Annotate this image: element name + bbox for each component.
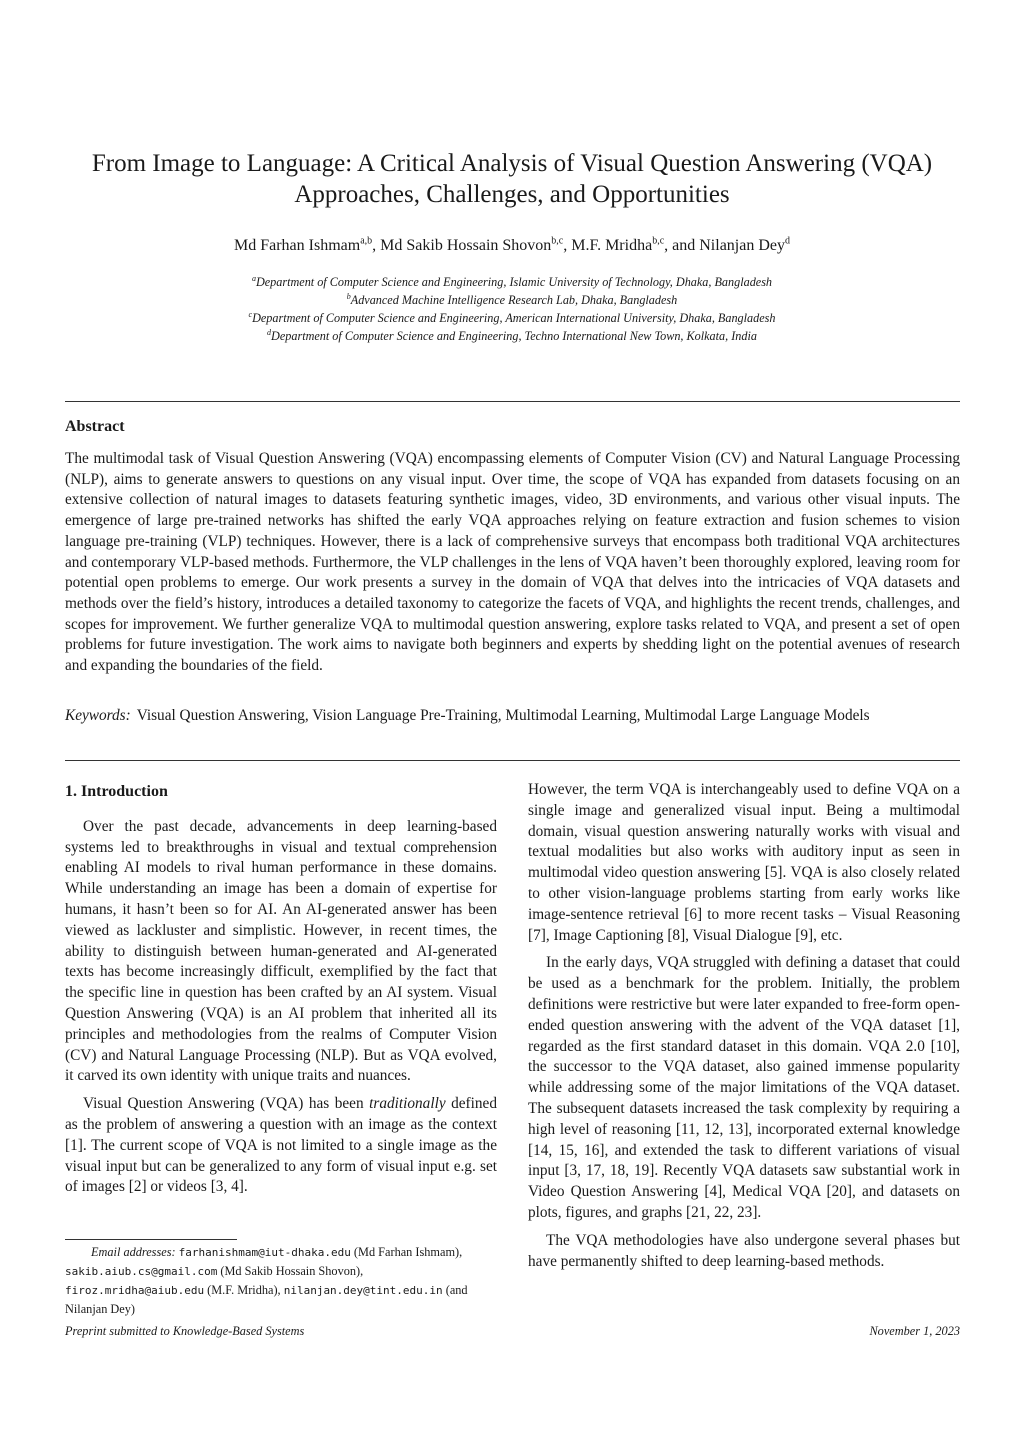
section-heading-introduction: 1. Introduction [65, 783, 168, 800]
email-link[interactable]: nilanjan.dey@tint.edu.in [283, 1284, 443, 1297]
affiliation-text: Department of Computer Science and Engineering, American International University, Dhaka, Bangladesh [252, 311, 776, 325]
intro-p2-text-cont: defined as the problem of answering a question with an image as the context [1]. The current scope of VQA is not limited to a single image as the visual input but can be generalized to any form of visual input e.g. set of images [2] or videos [3, 4]. [65, 1095, 497, 1196]
intro-p2-text: Visual Question Answering (VQA) has been [83, 1095, 370, 1113]
footer-date: November 1, 2023 [869, 1324, 960, 1338]
affiliation-item [0, 273, 1024, 291]
author-affil-sup: d [785, 235, 790, 247]
footnote-owner: (and Nilanjan Dey) [65, 1283, 468, 1316]
left-column [65, 782, 497, 1205]
author-name: Md Sakib Hossain Shovon [380, 237, 552, 254]
intro-paragraph-4: In the early days, VQA struggled with defining a dataset that could be used as a benchmark for the problem. Initially, the problem definitions were restrictive but were later expanded to free-form open-ended question answering with the advent of the VQA dataset [1], regarded as the first standard dataset in this domain. VQA 2.0 [10], the successor to the VQA dataset, also gained immense popularity while addressing some of the major limitations of the VQA dataset. The subsequent datasets increased the task complexity by requiring a high level of reasoning [11, 12, 13], incorporated external knowledge [14, 15, 16], and extended the task to different variations of visual input [3, 17, 18, 19]. Recently VQA datasets saw substantial work in Video Question Answering [4], Medical VQA [20], and datasets on plots, figures, and graphs [21, 22, 23]. [528, 954, 960, 1221]
intro-paragraph-2 [65, 1094, 497, 1198]
intro-p2-emphasis: traditionally [369, 1095, 446, 1113]
intro-paragraph-5: The VQA methodologies have also undergone several phases but have permanently shifted to deep learning-based methods. [528, 1231, 960, 1270]
footnote-owner: (Md Sakib Hossain Shovon), [217, 1264, 364, 1278]
affiliation-item [0, 327, 1024, 345]
affiliation-sup: c [248, 309, 253, 319]
intro-paragraph-1: Over the past decade, advancements in deep learning-based systems led to breakthroughs in visual and textual comprehension enabling AI models to rival human performance in these domains. While understanding an image has been a domain of expertise for humans, it hasn’t been so for AI. An AI-generated answer has been viewed as lackluster and simplistic. However, in recent times, the ability to distinguish between human-generated and AI-generated texts has become increasingly difficult, exemplified by the fact that the specific line in question has been crafted by an AI system. Visual Question Answering (VQA) is an AI problem that inherited all its principles and methodologies from the realms of Computer Vision (CV) and Natural Language Processing (NLP). But as VQA evolved, it carved its own identity with unique traits and nuances. [65, 817, 497, 1085]
footnote-label: Email addresses: [91, 1245, 176, 1259]
footnote-rule [65, 1239, 237, 1240]
email-link[interactable]: farhanishmam@iut-dhaka.edu [178, 1246, 351, 1259]
footer-preprint-note: Preprint submitted to Knowledge-Based Systems [65, 1324, 305, 1338]
author-affil-sup: b,c [551, 235, 564, 247]
author-name: Md Farhan Ishmam [234, 237, 361, 254]
author-separator: , [372, 237, 381, 254]
paper-title-line-1: From Image to Language: A Critical Analysis of Visual Question Answering (VQA) [91, 150, 933, 177]
footnote-email-addresses [65, 1243, 497, 1318]
author-separator: , and [664, 237, 700, 254]
keywords-text: Visual Question Answering, Vision Language Pre-Training, Multimodal Learning, Multimodal Large Language Models [136, 707, 870, 724]
author-name: Nilanjan Dey [699, 237, 785, 254]
affiliation-sup: b [346, 291, 351, 301]
author-affil-sup: b,c [652, 235, 665, 247]
affiliation-item [0, 291, 1024, 309]
keywords-label: Keywords: [65, 707, 131, 724]
email-link[interactable]: firoz.mridha@aiub.edu [65, 1284, 205, 1297]
author-list [0, 236, 1024, 256]
intro-paragraph-3: However, the term VQA is interchangeably used to define VQA on a single image and generalized visual input. Being a multimodal domain, visual question answering naturally works with visual and textual modalities but also works with auditory input as seen in multimodal video question answering [5]. VQA is also closely related to other vision-language problems starting from early works like image-sentence retrieval [6] to more recent tasks – Visual Reasoning [7], Image Captioning [8], Visual Dialogue [9], etc. [528, 781, 960, 944]
affiliation-list [0, 273, 1024, 345]
abstract-top-rule [65, 401, 960, 402]
abstract-bottom-rule [65, 760, 960, 761]
author-affil-sup: a,b [360, 235, 373, 247]
affiliation-item [0, 309, 1024, 327]
footnote-owner: (Md Farhan Ishmam), [350, 1245, 463, 1259]
affiliation-text: Department of Computer Science and Engineering, Islamic University of Technology, Dhaka, Bangladesh [255, 275, 773, 289]
affiliation-text: Advanced Machine Intelligence Research Lab, Dhaka, Bangladesh [350, 293, 678, 307]
abstract-text: The multimodal task of Visual Question Answering (VQA) encompassing elements of Computer Vision (CV) and Natural Language Processing (NLP), aims to generate answers to questions on any visual input. Over time, the scope of VQA has expanded from datasets focusing on an extensive collection of natural images to datasets featuring synthetic images, video, 3D environments, and various other visual inputs. The emergence of large pre-trained networks has shifted the early VQA approaches relying on feature extraction and fusion schemes to vision language pre-training (VLP) techniques. However, there is a lack of comprehensive surveys that encompass both traditional VQA architectures and contemporary VLP-based methods. Furthermore, the VLP challenges in the lens of VQA haven’t been thoroughly explored, leaving room for potential open problems to emerge. Our work presents a survey in the domain of VQA that delves into the intricacies of VQA datasets and methods over the field’s history, introduces a detailed taxonomy to categorize the facets of VQA, and highlights the recent trends, challenges, and scopes for improvement. We further generalize VQA to multimodal question answering, explore tasks related to VQA, and present a set of open problems for future investigation. The work aims to navigate both beginners and experts by shedding light on the potential avenues of research and expanding the boundaries of the field. [65, 450, 960, 675]
affiliation-sup: d [267, 327, 272, 337]
right-column [528, 780, 960, 1279]
paper-title [80, 148, 944, 210]
affiliation-sup: a [251, 273, 256, 283]
paper-title-line-2: Approaches, Challenges, and Opportunities [294, 181, 730, 208]
email-link[interactable]: sakib.aiub.cs@gmail.com [65, 1265, 218, 1278]
footnote-owner: (M.F. Mridha), [204, 1283, 284, 1297]
author-separator: , [563, 237, 572, 254]
affiliation-text: Department of Computer Science and Engineering, Techno International New Town, Kolkata, India [271, 329, 757, 343]
abstract-heading: Abstract [65, 418, 125, 435]
keywords [65, 706, 960, 727]
author-name: M.F. Mridha [571, 237, 653, 254]
